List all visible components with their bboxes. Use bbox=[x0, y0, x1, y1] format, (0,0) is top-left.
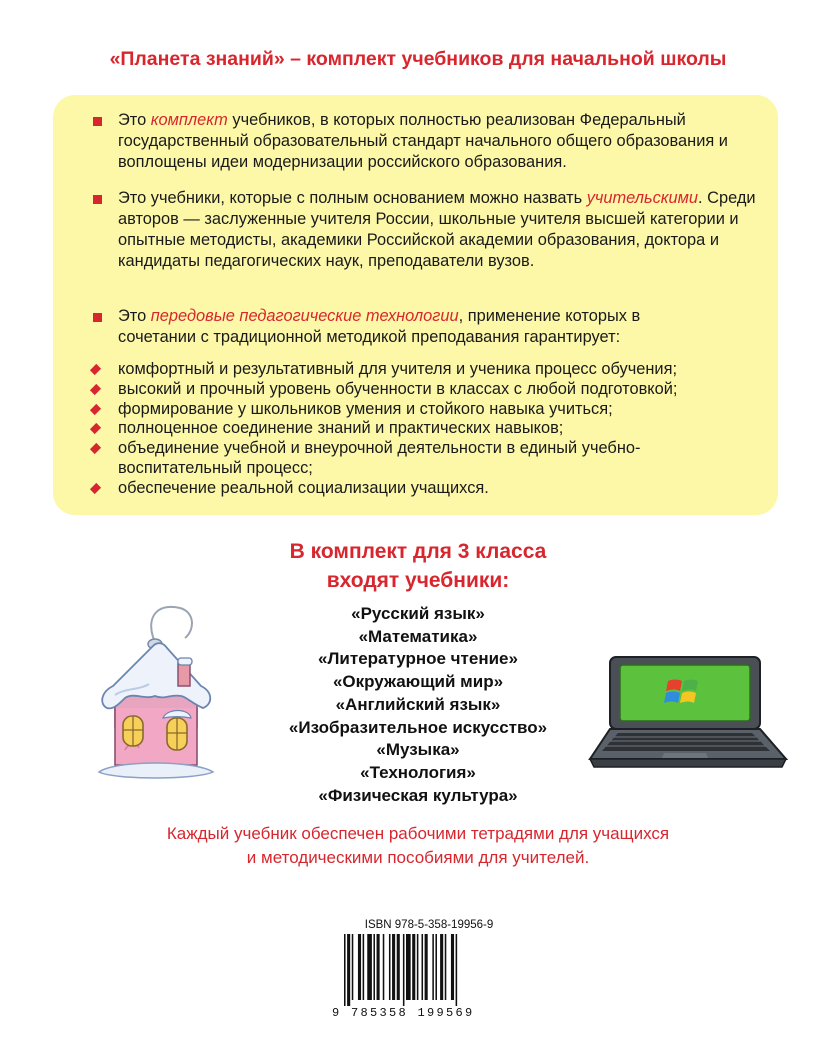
barcode-bar bbox=[403, 934, 405, 1006]
footnote-line: и методическими пособиями для учителей. bbox=[246, 848, 590, 867]
barcode-bar bbox=[406, 934, 411, 1000]
barcode-bar bbox=[367, 934, 372, 1000]
book-title: «Математика» bbox=[358, 626, 478, 646]
diamond-bullet-icon bbox=[90, 443, 101, 454]
barcode-bar bbox=[377, 934, 380, 1000]
barcode-bar bbox=[358, 934, 361, 1000]
barcode-bar bbox=[435, 934, 437, 1000]
set-heading-line: входят учебники: bbox=[326, 569, 510, 592]
intro-paragraph-2 bbox=[118, 188, 783, 272]
intro-text: Это bbox=[118, 111, 151, 129]
book-title: «Технология» bbox=[360, 762, 476, 782]
barcode-bar bbox=[432, 934, 434, 1000]
diamond-bullet-icon bbox=[90, 483, 101, 494]
isbn-digits: 9 785358 199569 bbox=[332, 1006, 475, 1020]
barcode-bar bbox=[456, 934, 458, 1006]
barcode-bar bbox=[344, 934, 346, 1006]
book-title: «Литературное чтение» bbox=[318, 649, 518, 669]
list-item: объединение учебной и внеурочной деятельности в единый учебно-воспитательный процесс; bbox=[88, 439, 678, 479]
diamond-bullet-icon bbox=[90, 423, 101, 434]
barcode-bar bbox=[383, 934, 385, 1000]
diamond-bullet-icon bbox=[90, 384, 101, 395]
diamond-bullet-icon bbox=[90, 364, 101, 375]
book-title: «Физическая культура» bbox=[318, 785, 518, 805]
barcode-bar bbox=[363, 934, 365, 1000]
barcode-bar bbox=[412, 934, 415, 1000]
book-title: «Музыка» bbox=[376, 740, 460, 760]
list-item: формирование у школьников умения и стойкого навыка учиться; bbox=[88, 400, 768, 420]
isbn-label: ISBN 978-5-358-19956-9 bbox=[364, 919, 494, 931]
barcode-bar bbox=[417, 934, 419, 1000]
intro-highlight: учительскими bbox=[586, 189, 699, 207]
bullet-square-icon bbox=[93, 195, 102, 204]
barcode-bar bbox=[352, 934, 354, 1000]
intro-paragraph-1 bbox=[118, 110, 758, 173]
intro-text: учебников, в которых полностью реализован Федеральный государственный образовательный стандарт начального общего образования и воплощены идеи модернизации российского образования. bbox=[118, 111, 728, 171]
barcode-bar bbox=[373, 934, 375, 1000]
intro-text: Это учебники, которые с полным основанием можно назвать bbox=[118, 189, 587, 207]
book-title: «Окружающий мир» bbox=[332, 672, 504, 692]
barcode-bar bbox=[392, 934, 395, 1000]
set-heading bbox=[0, 537, 836, 595]
footnote bbox=[0, 822, 836, 870]
intro-text: Это bbox=[118, 307, 151, 325]
list-item: полноценное соединение знаний и практических навыков; bbox=[88, 419, 768, 439]
bullet-square-icon bbox=[93, 313, 102, 322]
intro-highlight: комплект bbox=[150, 111, 228, 129]
list-item: комфортный и результативный для учителя и ученика процесс обучения; bbox=[88, 360, 768, 380]
laptop-icon bbox=[588, 655, 788, 770]
bullet-square-icon bbox=[93, 117, 102, 126]
footnote-line: Каждый учебник обеспечен рабочими тетрадями для учащихся bbox=[166, 824, 670, 843]
barcode-bar bbox=[440, 934, 443, 1000]
list-item: высокий и прочный уровень обученности в классах с любой подготовкой; bbox=[88, 380, 768, 400]
intro-paragraph-3 bbox=[118, 306, 678, 348]
barcode-bar bbox=[445, 934, 447, 1000]
page-title: «Планета знаний» – комплект учебников для начальной школы bbox=[109, 48, 727, 70]
list-item: обеспечение реальной социализации учащихся. bbox=[88, 479, 768, 499]
book-title: «Русский язык» bbox=[351, 604, 485, 623]
intro-text: , применение которых в сочетании с традиционной методикой преподавания гарантирует: bbox=[118, 307, 641, 346]
barcode-bar bbox=[397, 934, 400, 1000]
diamond-bullet-icon bbox=[90, 404, 101, 415]
barcode-bar bbox=[347, 934, 350, 1006]
set-heading-line: В комплект для 3 класса bbox=[289, 540, 547, 563]
barcode-bar bbox=[422, 934, 424, 1000]
book-title: «Изобразительное искусство» bbox=[288, 717, 548, 737]
barcode-bar bbox=[451, 934, 454, 1000]
guarantee-list bbox=[88, 360, 768, 499]
book-list bbox=[200, 603, 636, 807]
book-title: «Английский язык» bbox=[335, 694, 501, 714]
intro-highlight: передовые педагогические технологии bbox=[150, 307, 459, 325]
barcode-icon bbox=[336, 934, 510, 1006]
barcode-bar bbox=[425, 934, 428, 1000]
intro-text: . Среди авторов — заслуженные учителя России, школьные учителя высшей категории и опытные методисты, академики Российской академии образования, доктора и кандидаты педагогических наук, преподаватели вузов. bbox=[118, 189, 756, 270]
barcode-bar bbox=[389, 934, 391, 1000]
